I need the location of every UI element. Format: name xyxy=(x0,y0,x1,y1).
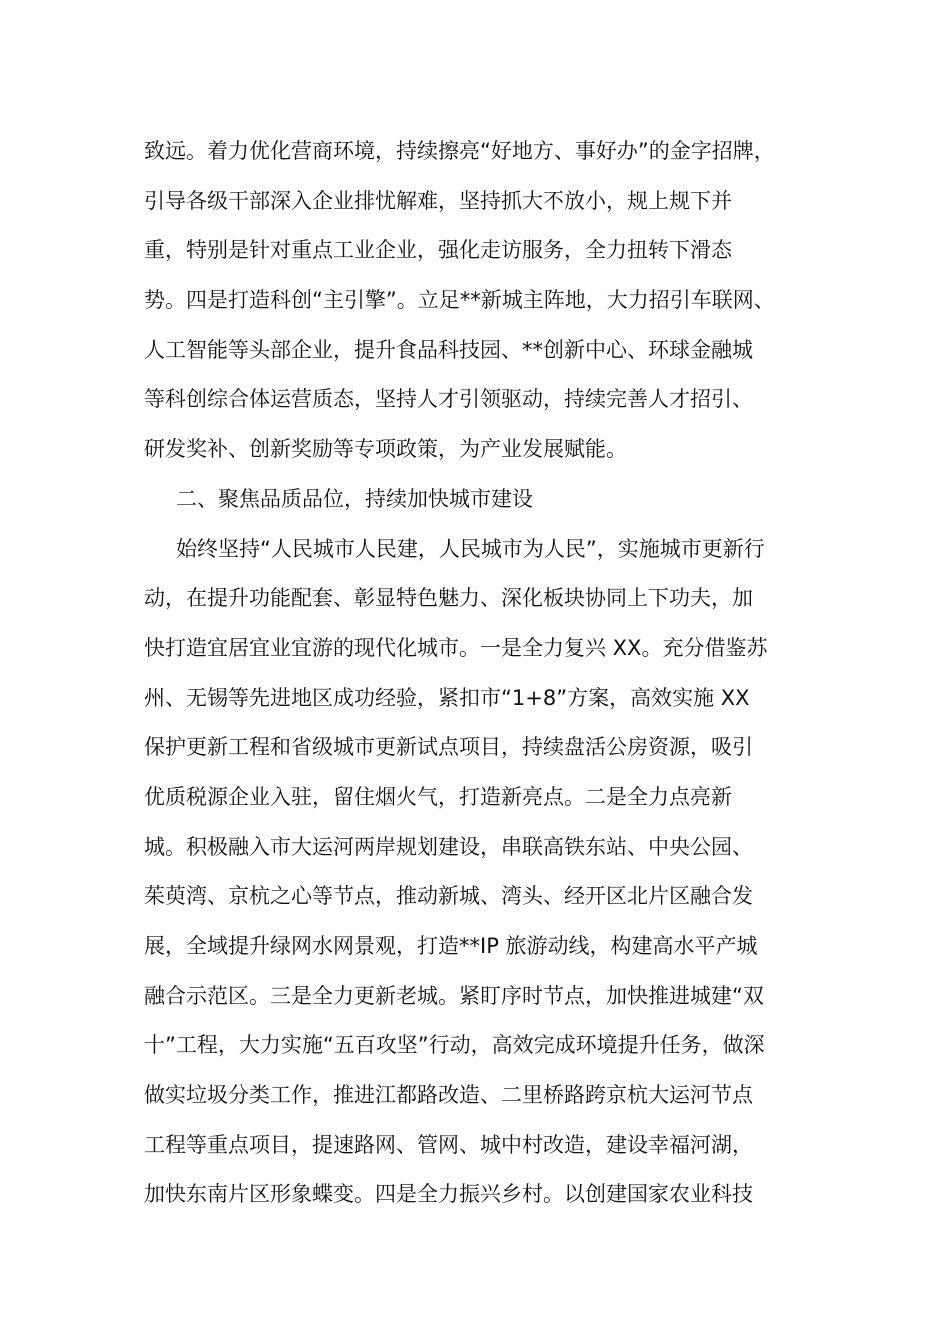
body-text xyxy=(144,127,814,1220)
text-line: 等科创综合体运营质态，坚持人才引领驱动，持续完善人才招引、 xyxy=(144,387,753,412)
text-line: 始终坚持“人民城市人民建，人民城市为人民”，实施城市更新行 xyxy=(176,536,765,561)
text-line: 保护更新工程和省级城市更新试点项目，持续盘活公房资源，吸引 xyxy=(144,735,753,760)
text-line: 做实垃圾分类工作，推进江都路改造、二里桥路跨京杭大运河节点 xyxy=(144,1083,753,1108)
text-line: 融合示范区。三是全力更新老城。紧盯序时节点，加快推进城建“双 xyxy=(144,983,764,1008)
text-line: 动，在提升功能配套、彰显特色魅力、深化板块协同上下功夫，加 xyxy=(144,586,753,611)
text-line: 势。四是打造科创“主引擎”。立足**新城主阵地，大力招引车联网、 xyxy=(144,288,775,313)
text-line: 茱萸湾、京杭之心等节点，推动新城、湾头、经开区北片区融合发 xyxy=(144,884,753,909)
text-line: 研发奖补、创新奖励等专项政策，为产业发展赋能。 xyxy=(144,437,627,462)
text-line: 州、无锡等先进地区成功经验，紧扣市“1+8”方案，高效实施 XX xyxy=(144,685,750,710)
section-heading: 二、聚焦品质品位，持续加快城市建设 xyxy=(176,486,533,511)
text-line: 快打造宜居宜业宜游的现代化城市。一是全力复兴 XX。充分借鉴苏 xyxy=(144,635,768,660)
text-line: 城。积极融入市大运河两岸规划建设，串联高铁东站、中央公园、 xyxy=(144,834,753,859)
text-line: 人工智能等头部企业，提升食品科技园、**创新中心、环球金融城 xyxy=(144,337,753,362)
text-line: 致远。着力优化营商环境，持续擦亮“好地方、事好办”的金字招牌， xyxy=(144,139,775,163)
text-line: 引导各级干部深入企业排忧解难，坚持抓大不放小，规上规下并 xyxy=(144,188,732,213)
text-line: 展，全域提升绿网水网景观，打造**IP 旅游动线，构建高水平产城 xyxy=(144,934,758,958)
text-line: 加快东南片区形象蝶变。四是全力振兴乡村。以创建国家农业科技 xyxy=(144,1182,753,1207)
text-line: 优质税源企业入驻，留住烟火气，打造新亮点。二是全力点亮新 xyxy=(144,784,732,809)
text-line: 十”工程，大力实施“五百攻坚”行动，高效完成环境提升任务，做深 xyxy=(144,1033,765,1058)
text-line: 工程等重点项目，提速路网、管网、城中村改造，建设幸福河湖， xyxy=(144,1132,753,1157)
text-line: 重，特别是针对重点工业企业，强化走访服务，全力扭转下滑态 xyxy=(144,238,732,263)
